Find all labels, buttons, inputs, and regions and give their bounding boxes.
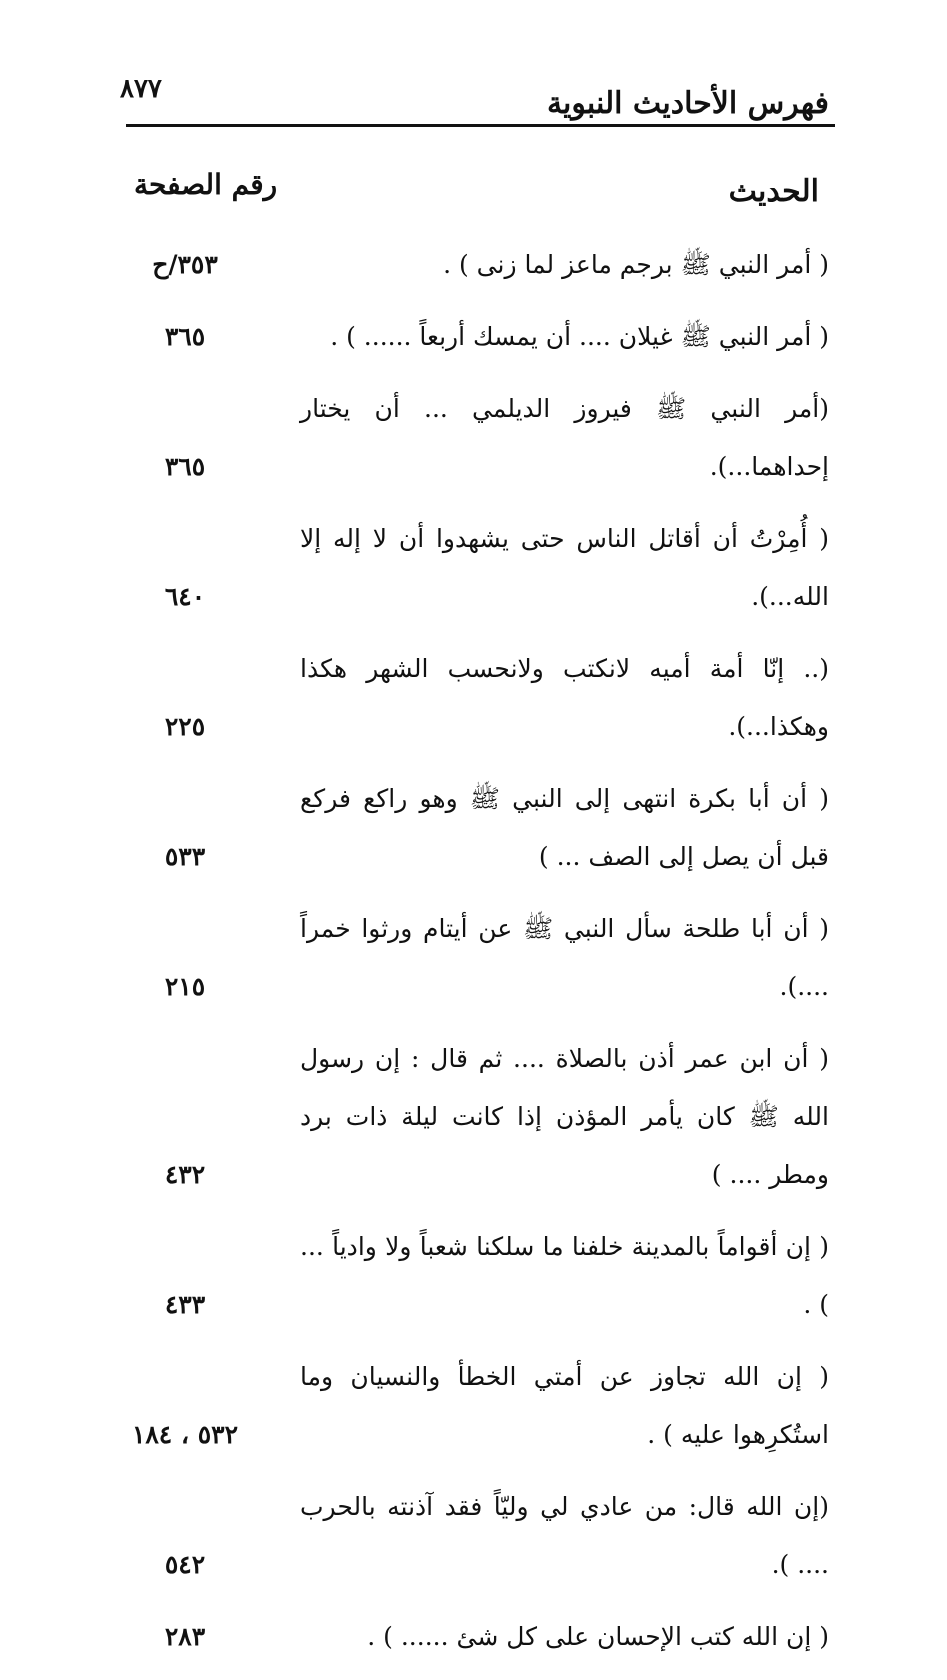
index-entry [100, 510, 829, 626]
entry-page-ref: ٥٣٣ [164, 842, 206, 871]
entry-page-ref: ٣٥٣/ح [152, 250, 218, 279]
entry-hadith-text: ( أن ابن عمر أذن بالصلاة .... ثم قال : إن رسول الله ﷺ كان يأمر المؤذن إذا كانت ليلة ذات برد ومطر .... ) [300, 1044, 829, 1189]
entry-hadith-text: (أمر النبي ﷺ فيروز الديلمي ... أن يختار إحداهما...). [300, 394, 829, 481]
column-heading-hadith: الحديث [728, 174, 819, 209]
entry-hadith-text: ( أن أبا بكرة انتهى إلى النبي ﷺ وهو راكع فركع قبل أن يصل إلى الصف ... ) [300, 784, 829, 871]
entry-hadith-text: ( أمر النبي ﷺ غيلان .... أن يمسك أربعاً ...... ) . [330, 322, 829, 351]
index-entry [100, 770, 829, 886]
entry-hadith-text: ( أمر النبي ﷺ برجم ماعز لما زنى ) . [443, 250, 829, 279]
page-number: ٨٧٧ [120, 74, 162, 104]
index-entry [100, 900, 829, 1016]
index-entry [100, 1608, 829, 1666]
entry-hadith-text: ( إن الله كتب الإحسان على كل شئ ...... ) . [367, 1622, 829, 1651]
entry-hadith-text: ( إن أقواماً بالمدينة خلفنا ما سلكنا شعباً ولا وادياً ... ) . [300, 1232, 829, 1319]
hadith-index-list [100, 236, 829, 1680]
entry-page-ref: ٢٨٣ [164, 1622, 206, 1651]
entry-page-ref: ٣٦٥ [164, 452, 206, 481]
entry-page-ref: ٤٣٢ [164, 1160, 206, 1189]
index-entry [100, 1030, 829, 1204]
index-entry [100, 308, 829, 366]
entry-hadith-text: (إن الله قال: من عادي لي وليّاً فقد آذنته بالحرب .... ). [300, 1492, 829, 1579]
index-entry [100, 1348, 829, 1464]
entry-hadith-text: ( أُمِرْتُ أن أقاتل الناس حتى يشهدوا أن لا إله إلا الله...). [300, 524, 829, 611]
column-heading-page-number: رقم الصفحة [134, 168, 278, 201]
index-entry [100, 640, 829, 756]
index-entry [100, 1218, 829, 1334]
entry-page-ref: ٣٦٥ [164, 322, 206, 351]
entry-page-ref: ٥٣٢ ، ١٨٤ [131, 1420, 239, 1449]
entry-page-ref: ٦٤٠ [164, 582, 206, 611]
running-title: فهرس الأحاديث النبوية [546, 86, 829, 121]
index-entry [100, 380, 829, 496]
entry-hadith-text: (.. إنّا أمة أميه لانكتب ولانحسب الشهر هكذا وهكذا...). [300, 654, 829, 741]
entry-page-ref: ٢١٥ [164, 972, 206, 1001]
entry-page-ref: ٥٤٢ [164, 1550, 206, 1579]
index-entry [100, 1478, 829, 1594]
entry-page-ref: ٤٣٣ [164, 1290, 206, 1319]
index-entry [100, 236, 829, 294]
entry-hadith-text: ( أن أبا طلحة سأل النبي ﷺ عن أيتام ورثوا خمراً ....). [300, 914, 829, 1001]
entry-hadith-text: ( إن الله تجاوز عن أمتي الخطأ والنسيان وما استُكرِهوا عليه ) . [300, 1362, 829, 1449]
header-rule [126, 124, 835, 127]
entry-page-ref: ٢٢٥ [164, 712, 206, 741]
